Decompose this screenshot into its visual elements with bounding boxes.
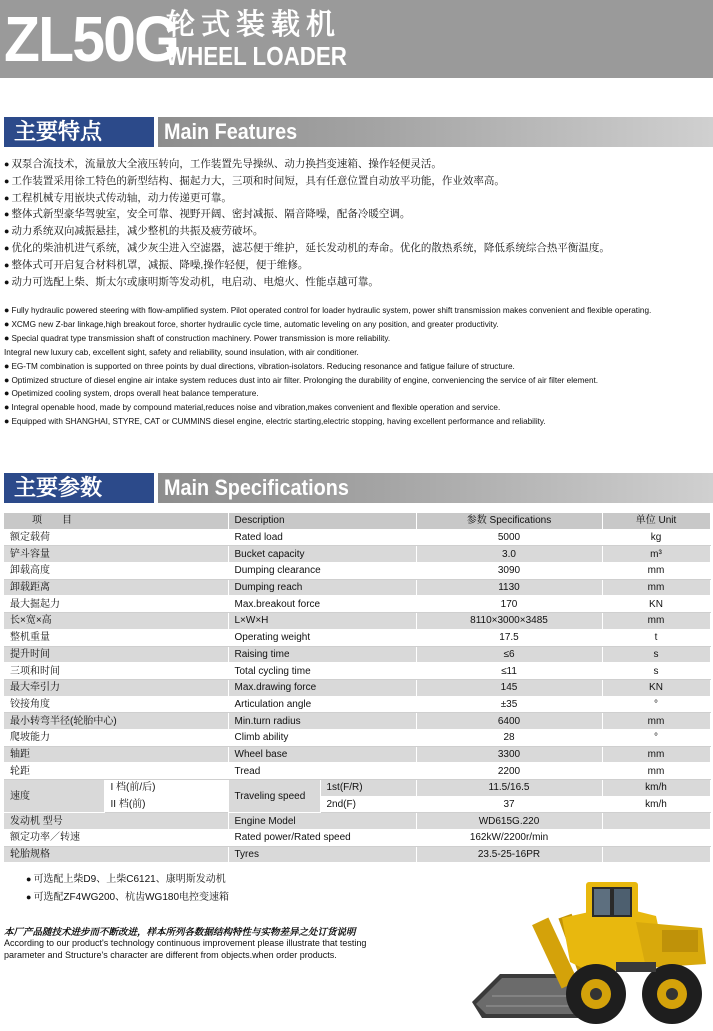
feature-item-zh: ● 工程机械专用嵌块式传动轴，动力传递更可靠。 <box>4 191 232 204</box>
spec-unit-cell: mm <box>602 563 710 580</box>
table-row <box>4 646 710 663</box>
features-title-en: Main Features <box>158 117 713 147</box>
spec-item-cell: 最小转弯半径(轮胎中心) <box>4 713 228 730</box>
specs-title-en: Main Specifications <box>158 473 713 503</box>
option-item: ● 可选配ZF4WG200、杭齿WG180电控变速箱 <box>26 891 230 903</box>
speed-gear-label: I 档(前/后) <box>104 780 228 797</box>
table-row <box>4 679 710 696</box>
spec-unit-cell: mm <box>602 579 710 596</box>
header-banner <box>0 0 713 78</box>
bullet-icon: ● <box>4 242 10 253</box>
table-row <box>4 596 710 613</box>
spec-item-cell: 发动机 型号 <box>4 813 228 830</box>
feature-item-zh: ● 整体式新型豪华驾驶室，安全可靠、视野开阔、密封减振、隔音降噪，配备冷暖空调。 <box>4 208 411 221</box>
feature-item-en: ● Equipped with SHANGHAI, STYRE, CAT or CUMMINS diesel engine, electric starting,electric stopping, having excellent performance and reliability. <box>4 416 546 427</box>
spec-desc-cell: Articulation angle <box>228 696 416 713</box>
spec-item-cell: 提升时间 <box>4 646 228 663</box>
feature-item-en: ● Opetimized cooling system, drops overall heat balance temperature. <box>4 388 259 399</box>
spec-item-cell: 铰接角度 <box>4 696 228 713</box>
bullet-icon: ● <box>4 416 10 427</box>
spec-item-cell: 最大掘起力 <box>4 596 228 613</box>
spec-unit-cell: km/h <box>602 796 710 813</box>
spec-value-cell: 17.5 <box>416 629 602 646</box>
table-row <box>4 613 710 630</box>
spec-item-cell: 速度 <box>4 780 104 813</box>
features-list-zh <box>4 156 710 290</box>
spec-value-cell: 23.5-25-16PR <box>416 846 602 863</box>
spec-unit-cell: mm <box>602 763 710 780</box>
spec-unit-cell: t <box>602 629 710 646</box>
spec-item-cell: 轮距 <box>4 763 228 780</box>
table-row <box>4 763 710 780</box>
spec-item-cell: 额定功率／转速 <box>4 830 228 847</box>
table-row-speed <box>4 780 710 797</box>
spec-value-cell: 3300 <box>416 746 602 763</box>
spec-item-cell: 长×宽×高 <box>4 613 228 630</box>
speed-mode-cell: 2nd(F) <box>320 796 416 813</box>
disclaimer-zh: 本厂产品随技术进步而不断改进，样本所列各数据结构特性与实物差异之处订货说明 <box>4 927 356 938</box>
spec-value-cell: 参数 Specifications <box>416 513 602 529</box>
spec-value-cell: 3090 <box>416 563 602 580</box>
spec-desc-cell: Raising time <box>228 646 416 663</box>
spec-unit-cell: mm <box>602 613 710 630</box>
spec-value-cell: ±35 <box>416 696 602 713</box>
bullet-icon: ● <box>26 891 32 902</box>
spec-item-cell: 三项和时间 <box>4 663 228 680</box>
spec-desc-cell: Description <box>228 513 416 529</box>
spec-unit-cell: mm <box>602 746 710 763</box>
table-row <box>4 696 710 713</box>
spec-desc-cell: Tyres <box>228 846 416 863</box>
spec-value-cell: 162kW/2200r/min <box>416 830 602 847</box>
table-row <box>4 563 710 580</box>
spec-item-cell: 铲斗容量 <box>4 546 228 563</box>
spec-item-cell: 卸载高度 <box>4 563 228 580</box>
bullet-icon: ● <box>4 318 10 329</box>
spec-desc-cell: Bucket capacity <box>228 546 416 563</box>
spec-unit-cell: kg <box>602 529 710 546</box>
spec-item-cell: 项 目 <box>4 513 228 529</box>
spec-item-cell: 爬坡能力 <box>4 729 228 746</box>
spec-value-cell: 3.0 <box>416 546 602 563</box>
features-list-en <box>4 304 712 429</box>
spec-unit-cell: ° <box>602 729 710 746</box>
table-row <box>4 629 710 646</box>
spec-value-cell: 2200 <box>416 763 602 780</box>
spec-value-cell: 170 <box>416 596 602 613</box>
spec-desc-cell: Engine Model <box>228 813 416 830</box>
spec-desc-cell: Min.turn radius <box>228 713 416 730</box>
disclaimer-en: According to our product's technology continuous improvement please illustrate that testing parameter and Structure's character are different from objects.when order products. <box>4 938 367 960</box>
table-row <box>4 546 710 563</box>
feature-item-zh: ● 动力可选配上柴、斯太尔或康明斯等发动机，电启动、电熄火、性能卓越可靠。 <box>4 275 379 288</box>
bullet-icon: ● <box>4 159 10 169</box>
bullet-icon: ● <box>4 175 10 186</box>
spec-unit-cell: 单位 Unit <box>602 513 710 529</box>
spec-desc-cell: Max.drawing force <box>228 679 416 696</box>
table-row <box>4 729 710 746</box>
features-section-header <box>0 117 713 147</box>
spec-value-cell: 6400 <box>416 713 602 730</box>
spec-unit-cell: ° <box>602 696 710 713</box>
spec-unit-cell: KN <box>602 679 710 696</box>
spec-unit-cell: s <box>602 663 710 680</box>
spec-value-cell: 1130 <box>416 579 602 596</box>
speed-gear-label: II 档(前) <box>104 796 228 813</box>
table-row <box>4 830 710 847</box>
spec-unit-cell: km/h <box>602 780 710 797</box>
bullet-icon: ● <box>4 226 10 237</box>
specs-section-header <box>0 473 713 503</box>
spec-item-cell: 卸载距离 <box>4 579 228 596</box>
spec-value-cell: 5000 <box>416 529 602 546</box>
speed-mode-cell: 1st(F/R) <box>320 780 416 797</box>
option-item: ● 可选配上柴D9、上柴C6121、康明斯发动机 <box>26 874 226 885</box>
spec-desc-cell: Dumping reach <box>228 579 416 596</box>
product-name-en: WHEEL LOADER <box>166 41 347 71</box>
spec-value-cell: 11.5/16.5 <box>416 780 602 797</box>
spec-desc-cell: L×W×H <box>228 613 416 630</box>
bullet-icon: ● <box>4 332 10 343</box>
feature-item-en: ● Optimized structure of diesel engine air intake system reduces dust into air filter. Prolonging the durability of engine, conveniencing the service of air filter element. <box>4 374 599 385</box>
spec-desc-cell: Wheel base <box>228 746 416 763</box>
spec-unit-cell: KN <box>602 596 710 613</box>
features-title-zh: 主要特点 <box>4 117 154 147</box>
spec-item-cell: 最大牵引力 <box>4 679 228 696</box>
spec-value-cell: 145 <box>416 679 602 696</box>
wheel-loader-illustration <box>466 878 713 1028</box>
bullet-icon: ● <box>4 192 10 203</box>
bullet-icon: ● <box>4 360 10 371</box>
table-row <box>4 746 710 763</box>
spec-item-cell: 额定载荷 <box>4 529 228 546</box>
bullet-icon: ● <box>4 388 10 399</box>
spec-desc-cell: Dumping clearance <box>228 563 416 580</box>
bullet-icon: ● <box>4 305 10 315</box>
feature-item-zh: ● 动力系统双向减振悬挂，减少整机的共振及疲劳破坏。 <box>4 225 264 238</box>
spec-value-cell: ≤6 <box>416 646 602 663</box>
feature-item-en: ● Integral openable hood, made by compound material,reduces noise and vibration,makes convenient and flexible operation and service. <box>4 402 501 413</box>
spec-unit-cell: m³ <box>602 546 710 563</box>
model-number: ZL50G <box>4 3 179 75</box>
spec-desc-cell: Tread <box>228 763 416 780</box>
table-row <box>4 813 710 830</box>
specifications-table <box>4 513 711 863</box>
spec-value-cell: WD615G.220 <box>416 813 602 830</box>
table-row <box>4 529 710 546</box>
feature-item-en: ● Fully hydraulic powered steering with flow-amplified system. Pilot operated control for loader hydraulic system, power shift transmission makes convenient and flexible operating. <box>4 305 652 315</box>
bullet-icon: ● <box>4 402 10 413</box>
spec-unit-cell <box>602 830 710 847</box>
specs-title-zh: 主要参数 <box>4 473 154 503</box>
spec-unit-cell: s <box>602 646 710 663</box>
spec-value-cell: 28 <box>416 729 602 746</box>
table-header-row <box>4 513 710 529</box>
bullet-icon: ● <box>4 209 10 220</box>
feature-item-en: ● XCMG new Z-bar linkage,high breakout force, shorter hydraulic cycle time, automatic leveling on any position, and greater productivity. <box>4 318 499 329</box>
spec-desc-cell: Operating weight <box>228 629 416 646</box>
table-row <box>4 579 710 596</box>
feature-item-zh: ● 双泵合流技术，流量放大全液压转向，工作装置先导操纵、动力换挡变速箱、操作轻便灵活。 <box>4 158 442 170</box>
bullet-icon: ● <box>4 374 10 385</box>
spec-unit-cell <box>602 813 710 830</box>
spec-desc-cell: Traveling speed <box>228 780 320 813</box>
feature-item-en: Integral new luxury cab, excellent sight, safety and reliability, sound insulation, with air conditioner. <box>4 347 359 357</box>
spec-desc-cell: Rated power/Rated speed <box>228 830 416 847</box>
spec-unit-cell: mm <box>602 713 710 730</box>
spec-value-cell: ≤11 <box>416 663 602 680</box>
feature-item-en: ● EG-TM combination is supported on three points by dual directions, vibration-isolators. Reducing resonance and fatigue failure of structure. <box>4 360 515 371</box>
feature-item-zh: ● 工作装置采用徐工特色的新型结构、掘起力大，三项和时间短，具有任意位置自动放平功能，作业效率高。 <box>4 174 505 187</box>
spec-item-cell: 轴距 <box>4 746 228 763</box>
spec-desc-cell: Max.breakout force <box>228 596 416 613</box>
spec-desc-cell: Rated load <box>228 529 416 546</box>
spec-value-cell: 8110×3000×3485 <box>416 613 602 630</box>
bullet-icon: ● <box>26 874 32 884</box>
product-name-zh: 轮式装载机 <box>166 9 342 41</box>
bullet-icon: ● <box>4 259 10 270</box>
spec-value-cell: 37 <box>416 796 602 813</box>
spec-unit-cell <box>602 846 710 863</box>
feature-item-zh: ● 优化的柴油机进气系统，减少灰尘进入空滤器，滤芯便于维护，延长发动机的寿命。优化的散热系统，降低系统综合热平衡温度。 <box>4 241 610 254</box>
table-row-speed <box>4 796 710 813</box>
spec-item-cell: 整机重量 <box>4 629 228 646</box>
spec-desc-cell: Climb ability <box>228 729 416 746</box>
feature-item-zh: ● 整体式可开启复合材料机罩，减振、降噪,操作轻便，便于维修。 <box>4 258 309 271</box>
bullet-icon: ● <box>4 276 10 287</box>
spec-desc-cell: Total cycling time <box>228 663 416 680</box>
options-list <box>26 871 229 906</box>
table-row <box>4 663 710 680</box>
spec-item-cell: 轮胎规格 <box>4 846 228 863</box>
table-row <box>4 846 710 863</box>
table-row <box>4 713 710 730</box>
feature-item-en: ● Special quadrat type transmission shaft of construction machinery. Power transmission is more reliability. <box>4 332 391 343</box>
